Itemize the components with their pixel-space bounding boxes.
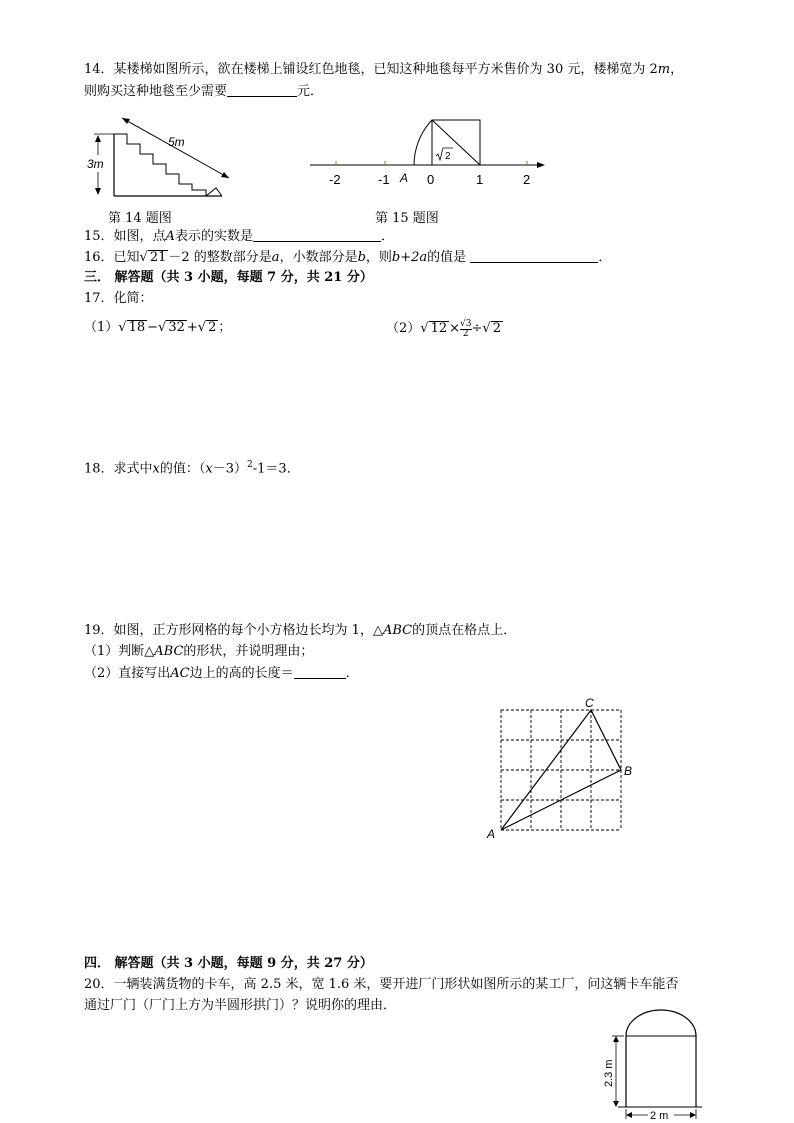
q19-answer-blank[interactable] — [294, 665, 346, 679]
vertex-b-label: B — [624, 764, 633, 778]
q15-answer-blank[interactable] — [253, 228, 381, 242]
tick-label-neg1: -1 — [378, 172, 390, 187]
section4-title: 四． 解答题（共 3 小题，每题 9 分，共 27 分） — [84, 956, 373, 971]
gate-width-label: 2 m — [650, 1110, 669, 1122]
gate-height-label: 2.3 m — [603, 1059, 615, 1087]
point-a-label: A — [400, 171, 409, 185]
q17-part2: （2）√ 12 × $\frac{√3}{2}$ ÷√ 2 — [386, 319, 501, 339]
fig15-caption: 第 15 题图 — [375, 211, 439, 226]
tick-label-1: 1 — [476, 172, 484, 187]
q19-part2: （2）直接写出AC边上的高的长度＝ ． — [84, 666, 359, 681]
tick-label-0: 0 — [427, 172, 435, 187]
q14-answer-blank[interactable] — [227, 83, 297, 97]
height-label: 3m — [87, 157, 104, 171]
q18-text: 18．求式中x的值：$(x-3)^2-1=3$． — [84, 460, 300, 477]
number-line-figure — [305, 112, 550, 192]
hypotenuse-label: 5m — [168, 135, 185, 149]
q16-answer-blank[interactable] — [470, 249, 598, 263]
q19-part1: （1）判断△ABC的形状，并说明理由； — [84, 644, 314, 659]
q17-part1: （1）√ 18 −√ 32 +√ 2 ； — [84, 320, 232, 335]
fraction: $\frac{√3}{2}$ — [460, 319, 472, 339]
q14-line1: 14．某楼梯如图所示，欲在楼梯上铺设红色地毯，已知这种地毯每平方米售价为 30 元，楼梯宽为 2m， — [84, 62, 684, 77]
tick-label-neg2: -2 — [329, 172, 341, 187]
fig14-caption: 第 14 题图 — [108, 211, 172, 226]
gate-figure — [598, 1005, 708, 1123]
sqrt2-label: 2 — [445, 151, 451, 162]
tick-label-2: 2 — [523, 172, 531, 187]
vertex-a-label: A — [487, 827, 496, 841]
q17-title: 17．化简： — [84, 291, 153, 306]
q14-line2: 则购买这种地毯至少需要 元． — [84, 84, 324, 99]
section3-title: 三． 解答题（共 3 小题，每题 7 分，共 21 分） — [84, 270, 373, 285]
q19-line1: 19．如图，正方形网格的每个小方格边长均为 1，△ABC的顶点在格点上． — [84, 623, 517, 638]
grid-triangle-figure — [484, 695, 644, 845]
q20-line1: 20．一辆装满货物的卡车，高 2.5 米，宽 1.6 米，要开进厂门形状如图所示的某工厂，问这辆卡车能否 — [84, 977, 679, 992]
q15-text: 15．如图，点A表示的实数是 ． — [84, 229, 394, 244]
q20-line2: 通过厂门（厂门上方为半圆形拱门）？说明你的理由． — [84, 998, 397, 1013]
staircase-figure — [84, 108, 254, 203]
q16-text: 16．已知√ 21 －2 的整数部分是a，小数部分是b，则b+2a的值是 ． — [84, 250, 612, 265]
vertex-c-label: C — [585, 696, 594, 710]
